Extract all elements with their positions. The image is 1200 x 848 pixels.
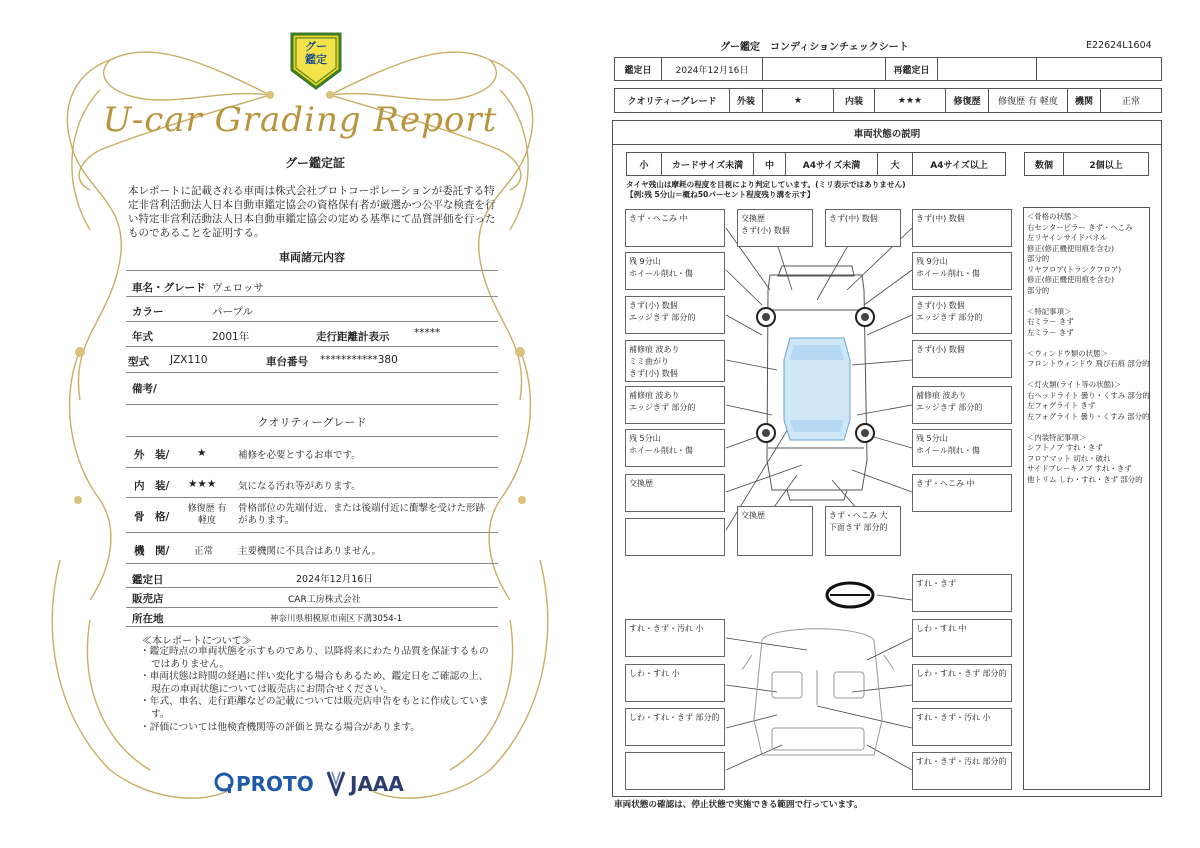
year-value: 2001年 (212, 331, 250, 343)
damage-box: きず(中) 数個 (825, 209, 901, 247)
proto-logo-text: PROTO (236, 772, 314, 796)
color-value: パープル (212, 306, 254, 318)
appraisal-date-label: 鑑定日 (132, 574, 164, 586)
appraisal-date-value: 2024年12月16日 (296, 574, 373, 585)
damage-box: きず・へこみ 中 (912, 474, 1012, 512)
engine-label: 機関 (1067, 88, 1101, 113)
jaaa-logo-icon (326, 770, 346, 796)
damage-box: きず・へこみ 中 (625, 209, 725, 247)
certificate-statement: 本レポートに記載される車両は株式会社プロトコーポレーションが委託する特定非営利活動法人日本自動車鑑定協会の資格保有者が厳選かつ公平な検査を行い特定非営利活動法人日本自動車鑑定協会の定める基準にて品質評価を行ったものであることを証明する。 (128, 185, 496, 239)
engine-grade-label: 機 関/ (134, 545, 170, 557)
car-name-label: 車名・グレード (132, 282, 206, 294)
damage-box: 交換歴 きず(小) 数個 (737, 209, 813, 247)
right-notes: ＜骨格の状態＞ 右センターピラー きず・へこみ 左リヤインサイドパネル 修正(修正機使用痕を含む) 部分的 リヤフロア(トランクフロア) 修正(修正機使用痕を含む) 部分的 ＜特記事項＞ 右ミラー きず 左ミラー きず ＜ウィンドウ類の状態＞ フロントウィンドウ 飛び石痕 部分的 ＜灯火類(ライト等の状態)＞ 右ヘッドライト 曇り・くすみ 部分的 左フォグライト きず 左フォグライト 曇り・くすみ 部分的 ＜内装特記事項＞ シフトノブ すれ・きず フロアマット 切れ・破れ サイドブレーキノブ すれ・きず 他トリム しわ・すれ・きず 部分的 (1027, 212, 1150, 484)
certificate-title: グー鑑定証 (284, 156, 345, 170)
empty-cell (1036, 57, 1162, 81)
sheet-date-label: 鑑定日 (614, 57, 662, 81)
exterior-label: 外装 (729, 88, 763, 113)
sheet-title: グー鑑定 コンディションチェックシート (720, 42, 909, 53)
damage-box: きず(小) 数個 エッジきず 部分的 (912, 296, 1012, 334)
divider (126, 607, 498, 608)
notes-title: ≪本レポートについて≫ (142, 636, 252, 647)
damage-box: 残 9分山 ホイール削れ・傷 (625, 252, 725, 290)
interior-box: しわ・すれ 中 (912, 619, 1012, 657)
year-label: 年式 (132, 331, 153, 343)
count-desc: 2個以上 (1063, 152, 1149, 176)
note-item: ・鑑定時点の車両状態を示すものであり、以降将来にわたり品質を保証するものではありません。 (140, 646, 489, 670)
interior-box: すれ・きず (912, 574, 1012, 612)
divider (126, 626, 498, 627)
exterior-grade-desc: 補修を必要とするお車です。 (238, 450, 361, 461)
remarks-label: 備考/ (132, 383, 157, 395)
exterior-grade-value: ★ (197, 447, 207, 459)
size-mid: 中 (753, 152, 786, 176)
size-large-desc: A4サイズ以上 (912, 152, 1006, 176)
reinspect-value (937, 57, 1037, 81)
car-name-value: ヴェロッサ (212, 282, 264, 294)
steering-wheel-icon (827, 583, 873, 607)
divider (126, 404, 498, 405)
damage-box: 補修痕 波あり エッジきず 部分的 (625, 386, 725, 424)
sheet-date-value: 2024年12月16日 (661, 57, 763, 81)
frame-grade-desc: 骨格部位の先端付近、または後端付近に衝撃を受けた形跡があります。 (238, 503, 486, 526)
note-item: ・年式、車名、走行距離などの記載については販売店申告をもとに作成しています。 (140, 696, 489, 720)
reinspect-label: 再鑑定日 (885, 57, 938, 81)
model-label: 型式 (128, 356, 149, 368)
interior-value: ★★★ (874, 88, 946, 113)
divider (126, 321, 498, 322)
interior-box (625, 752, 725, 790)
state-title: 車両状態の説明 (853, 129, 921, 140)
size-small-desc: カードサイズ未満 (661, 152, 754, 176)
damage-box: 交換歴 (625, 474, 725, 512)
sheet-id: E22624L1604 (1086, 40, 1152, 51)
damage-box: 補修痕 波あり エッジきず 部分的 (912, 386, 1012, 424)
divider (612, 144, 1162, 145)
count-label: 数個 (1024, 152, 1064, 176)
size-large: 大 (877, 152, 913, 176)
address-value: 神奈川県相模原市南区下溝3054-1 (270, 614, 403, 624)
divider (126, 467, 498, 468)
exterior-grade-label: 外 装/ (134, 449, 170, 461)
engine-value: 正常 (1100, 88, 1162, 113)
shop-value: CAR工房株式会社 (288, 595, 361, 605)
damage-box: 残 5分山 ホイール削れ・傷 (625, 429, 725, 467)
divider (126, 346, 498, 347)
divider (126, 532, 498, 533)
divider (126, 436, 498, 437)
divider (126, 296, 498, 297)
mileage-value: ***** (414, 327, 441, 339)
damage-box: 残 5分山 ホイール削れ・傷 (912, 429, 1012, 467)
interior-label: 内装 (833, 88, 875, 113)
notes-list (140, 646, 490, 734)
jaaa-logo-text: JAAA (350, 772, 404, 796)
damage-box: きず(小) 数個 (912, 340, 1012, 378)
note-item: ・評価については他検査機関等の評価と異なる場合があります。 (140, 721, 420, 733)
size-mid-desc: A4サイズ未満 (785, 152, 878, 176)
exterior-value: ★ (762, 88, 834, 113)
badge-text: グー 鑑定 (305, 40, 327, 66)
damage-box: きず(中) 数個 (912, 209, 1012, 247)
chassis-label: 車台番号 (266, 356, 308, 368)
damage-box: きず・へこみ 大 下面きず 部分的 (825, 506, 901, 556)
quality-section-title: クオリティーグレード (257, 416, 367, 429)
interior-grade-label: 内 装/ (134, 480, 170, 492)
damage-box: 交換歴 (737, 506, 813, 556)
interior-grade-desc: 気になる汚れ等があります。 (238, 481, 361, 492)
model-value: JZX110 (170, 354, 208, 366)
engine-grade-value: 正常 (194, 546, 214, 557)
divider (126, 372, 498, 373)
report-script-title: U-car Grading Report (102, 100, 498, 140)
frame-grade-label: 骨 格/ (134, 511, 170, 523)
proto-logo-icon (214, 772, 234, 794)
repair-label: 修復歴 (945, 88, 989, 113)
address-label: 所在地 (132, 613, 164, 625)
damage-box: きず(小) 数個 エッジきず 部分的 (625, 296, 725, 334)
interior-box: すれ・きず・汚れ 小 (912, 708, 1012, 746)
chassis-value: ***********380 (320, 354, 398, 366)
tire-note: タイヤ残山は摩耗の程度を目視により判定しています。(ミリ表示ではありません) 【例:残 5分山＝概ね50パーセント程度残り溝を示す】 (626, 180, 906, 199)
interior-box: しわ・すれ・きず 部分的 (912, 664, 1012, 702)
sheet-footer: 車両状態の確認は、停止状態で実施できる範囲で行っています。 (614, 800, 863, 810)
damage-box: 残 9分山 ホイール削れ・傷 (912, 252, 1012, 290)
empty-cell (762, 57, 886, 81)
shop-label: 販売店 (132, 593, 164, 605)
damage-box (625, 518, 725, 556)
repair-value: 修復歴 有 軽度 (988, 88, 1068, 113)
size-small: 小 (626, 152, 662, 176)
interior-grade-value: ★★★ (188, 478, 217, 490)
damage-box: 補修痕 波あり ミミ曲がり きず(小) 数個 (625, 340, 725, 382)
divider (126, 587, 498, 588)
interior-box: しわ・すれ・きず 部分的 (625, 708, 725, 746)
frame-grade-value: 修復歴 有 軽度 (187, 504, 227, 526)
quality-grade-label: クオリティーグレード (614, 88, 730, 113)
interior-box: すれ・きず・汚れ 小 (625, 619, 725, 657)
divider (126, 270, 498, 271)
spec-section-title: 車両諸元内容 (279, 251, 345, 264)
interior-box: しわ・すれ 小 (625, 664, 725, 702)
divider (126, 497, 498, 498)
note-item: ・車両状態は時間の経過に伴い変化する場合もあるため、鑑定日をご確認の上、現在の車両状態については販売店にお問合せください。 (140, 671, 489, 695)
color-label: カラー (132, 306, 164, 318)
engine-grade-desc: 主要機関に不具合はありません。 (238, 546, 382, 557)
mileage-label: 走行距離計表示 (316, 331, 390, 343)
divider (126, 563, 498, 564)
interior-box: すれ・きず・汚れ 部分的 (912, 752, 1012, 790)
